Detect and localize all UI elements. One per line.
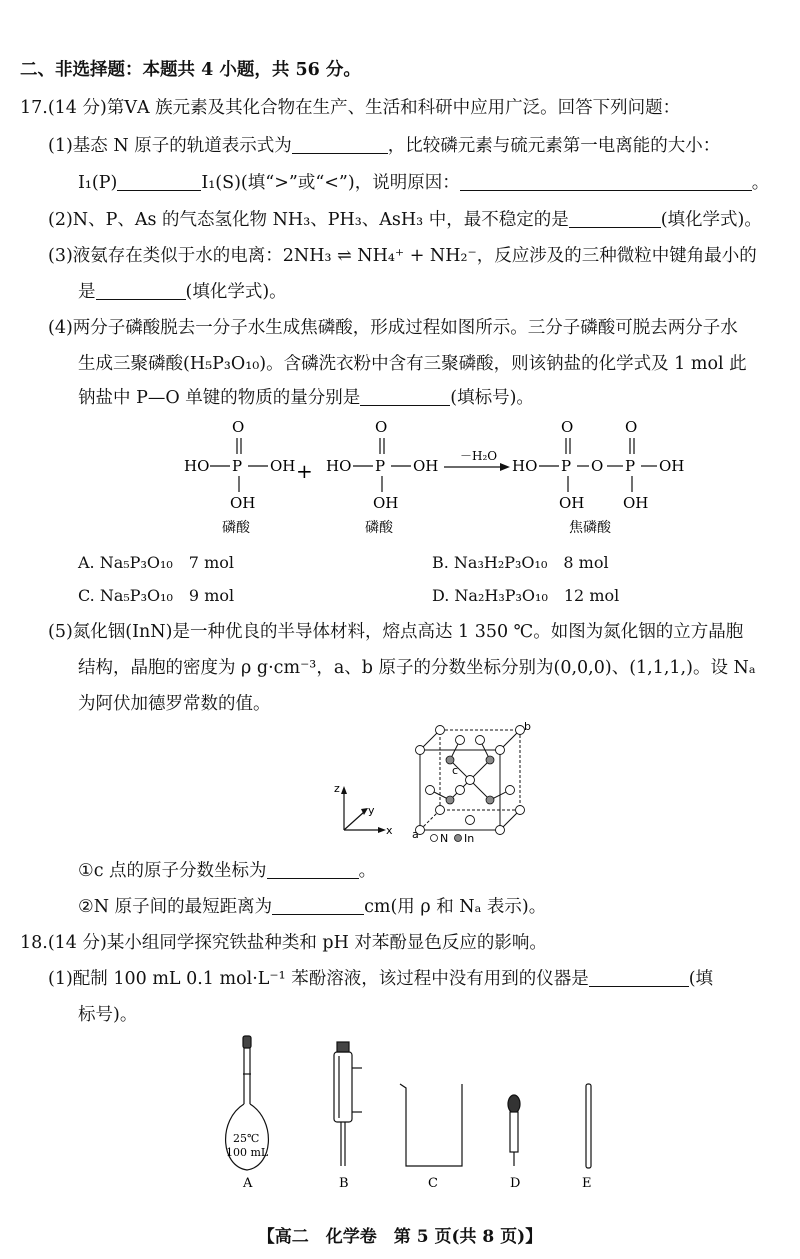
option-b[interactable]: B. Na₃H₂P₃O₁₀ 8 mol (432, 553, 609, 572)
plus-sign: + (296, 459, 313, 483)
q17-part3-line2 (78, 280, 287, 304)
label-d: D (510, 1176, 521, 1190)
q18-part1-line1 (48, 967, 713, 991)
answer-blank-coordinate[interactable] (267, 860, 359, 879)
axis-x-label: x (386, 824, 393, 837)
m2-o: O (375, 418, 388, 436)
q17-part5-sub1 (78, 859, 376, 883)
option-a[interactable]: A. Na₅P₃O₁₀ 7 mol (78, 553, 234, 572)
m3-oh-bottom-2: OH (623, 494, 649, 512)
q17-part1-line1 (48, 134, 720, 158)
option-c[interactable]: C. Na₅P₃O₁₀ 9 mol (78, 586, 235, 605)
option-d[interactable]: D. Na₂H₃P₃O₁₀ 12 mol (432, 586, 620, 605)
q17-part5-sub2 (78, 895, 546, 919)
q17-p5-1-text: ①c 点的原子分数坐标为 (78, 861, 267, 881)
q17-p1-end: 。 (751, 173, 770, 193)
m1-oh-bottom: OH (230, 494, 256, 512)
label-c: C (428, 1176, 438, 1190)
dropper-icon (508, 1095, 520, 1166)
apparatus-figure (200, 1034, 620, 1190)
inn-unit-cell-figure (330, 722, 540, 842)
q17-p4-text-c2: (填标号)。 (450, 388, 534, 408)
section-header: 二、非选择题：本题共 4 小题，共 56 分。 (20, 60, 361, 80)
q17-part1-line2 (78, 171, 769, 195)
m3-o1: O (561, 418, 574, 436)
q17-part4-line2: 生成三聚磷酸(H₅P₃O₁₀)。含磷洗衣粉中含有三聚磷酸，则该钠盐的化学式及 1 mol 此 (78, 354, 747, 374)
dropping-funnel-icon (334, 1042, 362, 1166)
answer-blank-compare[interactable] (117, 172, 201, 191)
label-e: E (582, 1176, 592, 1190)
q17-p5-2-text: ②N 原子间的最短距离为 (78, 897, 273, 917)
answer-blank-distance[interactable] (272, 896, 364, 915)
q17-p1-text-a: (1)基态 N 原子的轨道表示式为 (48, 136, 292, 156)
m3-bridge-o: O (591, 457, 604, 475)
q17-p1-is: I₁(S)(填“>”或“<”)，说明原因： (201, 173, 460, 193)
m2-oh: OH (413, 457, 439, 475)
flask-text-temp: 25℃ (233, 1132, 260, 1145)
label-phosphoric-acid-1: 磷酸 (222, 520, 250, 536)
m3-o2: O (625, 418, 638, 436)
m2-ho: HO (326, 457, 352, 475)
legend-n: N (440, 832, 449, 842)
page-footer: 【高二 化学卷 第 5 页(共 8 页)】 (257, 1227, 543, 1247)
q17-stem: 17.(14 分)第ⅤA 族元素及其化合物在生产、生活和科研中应用广泛。回答下列问题： (20, 98, 681, 118)
axis-z-label: z (334, 782, 340, 795)
q17-part4-line1: (4)两分子磷酸脱去一分子水生成焦磷酸，形成过程如图所示。三分子磷酸可脱去两分子水 (48, 318, 738, 338)
m2-oh-bottom: OH (373, 494, 399, 512)
q17-part4-line3 (78, 386, 534, 410)
label-a: A (243, 1176, 253, 1190)
q18-p1-text-a: (1)配制 100 mL 0.1 mol·L⁻¹ 苯酚溶液，该过程中没有用到的仪器是 (48, 969, 589, 989)
q17-part5-line3: 为阿伏加德罗常数的值。 (78, 694, 271, 714)
q17-part5-line2: 结构，晶胞的密度为 ρ g·cm⁻³，a、b 原子的分数坐标分别为(0,0,0)、(1,1,1,)。设 Nₐ (78, 658, 756, 678)
answer-blank-instrument[interactable] (589, 968, 689, 987)
answer-blank-orbital[interactable] (292, 135, 388, 154)
q17-p3-text-b1: 是 (78, 282, 96, 302)
m3-oh: OH (659, 457, 685, 475)
q17-p3-text-b2: (填化学式)。 (185, 282, 287, 302)
q17-p5-2-end: cm(用 ρ 和 Nₐ 表示)。 (364, 897, 547, 917)
axis-y-label: y (368, 804, 375, 817)
q17-p2-text-b: (填化学式)。 (660, 210, 762, 230)
q17-p1-text-b: ，比较磷元素与硫元素第一电离能的大小： (387, 136, 721, 156)
m1-p: P (232, 457, 243, 475)
atom-b-label: b (524, 722, 531, 733)
q17-part3-line1: (3)液氨存在类似于水的电离：2NH₃ ⇌ NH₄⁺ + NH₂⁻，反应涉及的三种微粒中键角最小的 (48, 246, 757, 266)
q18-stem: 18.(14 分)某小组同学探究铁盐种类和 pH 对苯酚显色反应的影响。 (20, 933, 547, 953)
q18-p1-text-b: (填 (688, 969, 714, 989)
label-phosphoric-acid-2: 磷酸 (365, 520, 393, 536)
m3-p1: P (561, 457, 572, 475)
m1-oh: OH (270, 457, 296, 475)
q17-p1-ip: I₁(P) (78, 173, 118, 193)
answer-blank-reason[interactable] (460, 172, 752, 191)
q17-p5-1-end: 。 (358, 861, 377, 881)
label-b: B (339, 1176, 349, 1190)
q17-part2 (48, 208, 762, 232)
label-pyrophosphoric-acid: 焦磷酸 (569, 520, 611, 536)
answer-blank-unstable[interactable] (569, 209, 661, 228)
answer-blank-angle[interactable] (96, 281, 186, 300)
m2-p: P (375, 457, 386, 475)
m1-ho: HO (184, 457, 210, 475)
q18-part1-line2: 标号)。 (78, 1005, 138, 1025)
atom-a-label: a (412, 828, 419, 841)
flask-text-vol: 100 mL (226, 1146, 269, 1159)
arrow-label: －H₂O (460, 449, 498, 463)
glass-rod-icon (586, 1084, 591, 1168)
answer-blank-choice[interactable] (360, 387, 450, 406)
q17-part5-line1: (5)氮化铟(InN)是一种优良的半导体材料，熔点高达 1 350 ℃。如图为氮化铟的立方晶胞 (48, 622, 744, 642)
q17-p4-text-c1: 钠盐中 P—O 单键的物质的量分别是 (78, 388, 361, 408)
q17-p2-text-a: (2)N、P、As 的气态氢化物 NH₃、PH₃、AsH₃ 中，最不稳定的是 (48, 210, 569, 230)
atom-c-label: c (452, 764, 459, 777)
arrow-head-icon (500, 463, 510, 471)
beaker-icon (400, 1084, 462, 1166)
pyrophosphate-reaction-diagram (170, 416, 710, 542)
m3-oh-bottom-1: OH (559, 494, 585, 512)
m3-ho: HO (512, 457, 538, 475)
m3-p2: P (625, 457, 636, 475)
legend-in: In (464, 832, 475, 842)
m1-o: O (232, 418, 245, 436)
